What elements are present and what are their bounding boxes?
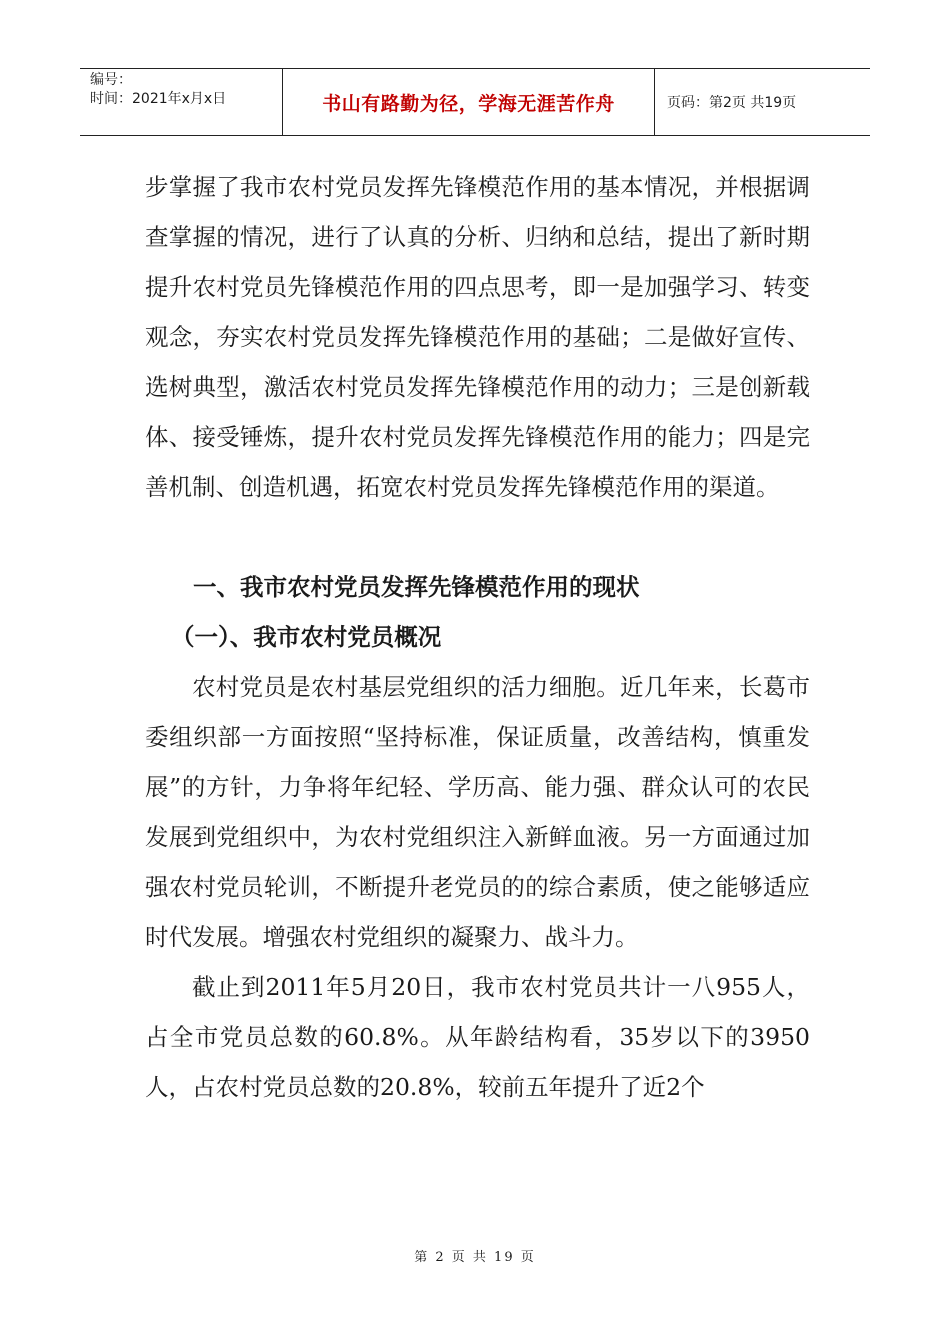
section-heading: 一、我市农村党员发挥先锋模范作用的现状 — [193, 573, 640, 601]
header-meta — [80, 69, 283, 135]
header-page-label: 页码：第2页 共19页 — [667, 95, 797, 111]
subsection-heading: （一）、我市农村党员概况 — [171, 623, 442, 651]
body-paragraph-1: 农村党员是农村基层党组织的活力细胞。近几年来，长葛市委组织部一方面按照“坚持标准，保证质量，改善结构，慎重发展”的方针，力争将年纪轻、学历高、能力强、群众认可的农民发展到党组织中，为农村党组织注入新鲜血液。另一方面通过加强农村党员轮训，不断提升老党员的的综合素质，使之能够适应时代发展。增强农村党组织的凝聚力、战斗力。 — [145, 673, 810, 951]
page-footer: 第 2 页 共 19 页 — [414, 1250, 536, 1265]
date-label: 时间：2021年x月x日 — [90, 91, 227, 107]
intro-paragraph: 步掌握了我市农村党员发挥先锋模范作用的基本情况，并根据调查掌握的情况，进行了认真的分析、归纳和总结，提出了新时期提升农村党员先锋模范作用的四点思考，即一是加强学习、转变观念，夯实农村党员发挥先锋模范作用的基础；二是做好宣传、选树典型，激活农村党员发挥先锋模范作用的动力；三是创新载体、接受锤炼，提升农村党员发挥先锋模范作用的能力；四是完善机制、创造机遇，拓宽农村党员发挥先锋模范作用的渠道。 — [145, 173, 810, 501]
header-motto: 书山有路勤为径，学海无涯苦作舟 — [283, 69, 655, 135]
number-label: 编号： — [90, 72, 132, 88]
body-paragraph-2: 截止到2011年5月20日，我市农村党员共计一八955人，占全市党员总数的60.8%。从年龄结构看，35岁以下的3950人，占农村党员总数的20.8%，较前五年提升了近2个 — [145, 973, 810, 1101]
page-header — [80, 68, 870, 136]
section-gap — [145, 512, 810, 562]
document-body — [145, 162, 810, 1112]
